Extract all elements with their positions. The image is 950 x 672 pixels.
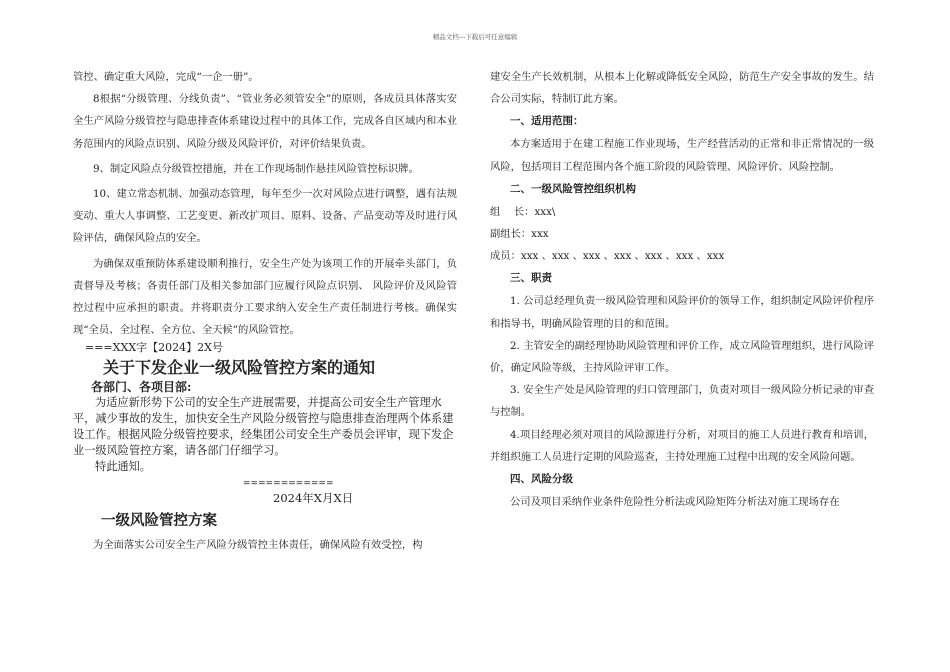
paragraph: 建安全生产长效机制，从根本上化解或降低安全风险，防范生产安全事故的发生。结合公司实际，特制订此方案。 [490, 71, 874, 106]
paragraph: 公司及项目采纳作业条件危险性分析法或风险矩阵分析法对施工现场存在 [510, 496, 840, 509]
section-heading-organization: 二、一级风险管控组织机构 [510, 182, 636, 195]
org-deputy: 副组长：xxx [490, 228, 549, 241]
document-reference-number: ===XXX字【2024】2X号 [85, 341, 223, 355]
separator-line: ============ [243, 479, 334, 490]
paragraph: 9、制定风险点分级管控措施，并在工作现场制作悬挂风险管控标识牌。 [93, 162, 419, 175]
page-header: 精品文档---下载后可任意编辑 [432, 33, 518, 41]
paragraph: 管控、确定重大风险，完成“一企一册”。 [73, 71, 259, 83]
paragraph: 为全面落实公司安全生产风险分级管控主体责任，确保风险有效受控，构 [93, 539, 423, 552]
section-heading-duties: 三、职责 [510, 272, 552, 285]
paragraph: 10、建立常态机制、加强动态管理，每年至少一次对风险点进行调整，遇有法规变动、重大人事调整、工艺变更、新改扩项目、原料、设备、产品变动等及时进行风险评估，确保风险点的安全。 [73, 188, 457, 245]
plan-title: 一级风险管控方案 [101, 512, 217, 530]
paragraph: 8根据“分级管理、分线负责”、“管业务必须管安全”的原则，各成员具体落实安全生产风险分级管控与隐患排查体系建设过程中的具体工作，完成各自区域内和本业务范围内的风险点识别、风险分级及风险评价，对评价结果负责。 [73, 93, 457, 150]
paragraph: 为确保双重预防体系建设顺利推行，安全生产处为该项工作的开展牵头部门，负责督导及考核；各责任部门及相关参加部门应履行风险点识别、 风险评价及风险管控过程中应承担的职责。并将职责分工要求纳入安全生产责任制进行考核。确保实现“全员、全过程、全方位、全天候”的风险管控。 [73, 257, 457, 337]
org-leader: 组 长：xxx\ [490, 205, 556, 218]
duty-item: 4.项目经理必须对项目的风险源进行分析，对项目的施工人员进行教育和培训，并组织施工人员进行定期的风险巡查，主持处理施工过程中出现的安全风险问题。 [490, 428, 874, 463]
duty-item: 1. 公司总经理负责一级风险管理和风险评价的领导工作，组织制定风险评价程序和指导书，明确风险管理的目的和范围。 [490, 295, 874, 330]
notice-date: 2024年X月X日 [273, 491, 354, 506]
duty-item: 2. 主管安全的副经理协助风险管理和评价工作，成立风险管理组织，进行风险评价，确定风险等级，主持风险评审工作。 [490, 339, 874, 375]
notice-recipients: 各部门、各项目部: [91, 380, 192, 395]
duty-item: 3. 安全生产处是风险管理的归口管理部门，负责对项目一级风险分析记录的审查与控制。 [490, 384, 874, 419]
org-members: 成员：xxx 、xxx 、xxx 、xxx 、xxx 、xxx 、xxx [490, 250, 725, 263]
right-column [490, 66, 874, 513]
section-heading-risk-grading: 四、风险分级 [510, 473, 573, 486]
section-heading-scope: 一、适用范围： [510, 115, 584, 128]
notice-body: 为适应新形势下公司的安全生产进展需要，并提高公司安全生产管理水平，减少事故的发生，加快安全生产风险分级管控与隐患排查治理两个体系建设工作。根据风险分级管控要求，经集团公司安全生产委员会评审，现下发企业一级风险管控方案，请各部门仔细学习。 [73, 396, 454, 458]
left-column [73, 66, 457, 557]
paragraph: 本方案适用于在建工程施工作业现场，生产经营活动的正常和非正常情况的一级风险，包括项目工程范围内各个施工阶段的风险管理、风险评价、风险控制。 [490, 138, 874, 173]
notice-title: 关于下发企业一级风险管控方案的通知 [103, 358, 376, 378]
notice-closing: 特此通知。 [95, 460, 151, 474]
